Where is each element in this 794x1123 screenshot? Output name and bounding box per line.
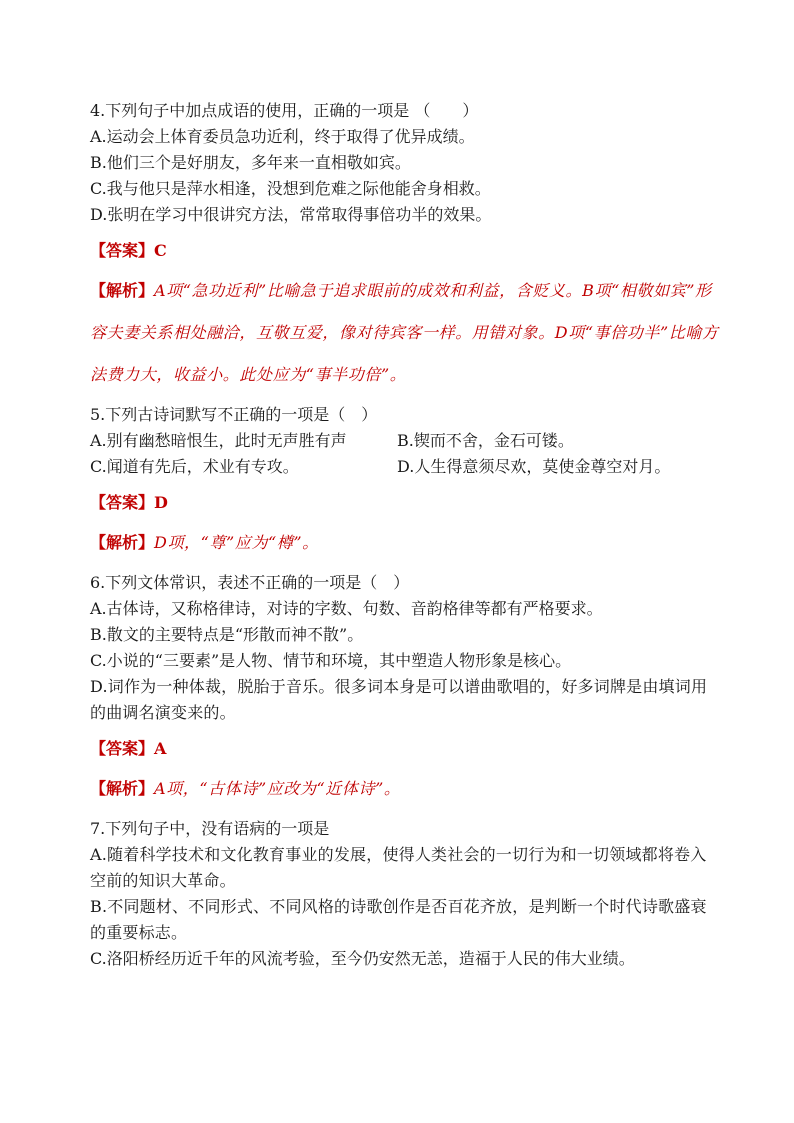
- question-5: [90, 402, 720, 564]
- option-a: A.古体诗，又称格律诗，对诗的字数、句数、音韵格律等都有严格要求。: [90, 599, 603, 618]
- option-b: B.不同题材、不同形式、不同风格的诗歌创作是否百花齐放，是判断一个时代诗歌盛衰的重要标志。: [90, 897, 707, 942]
- option-b: B.锲而不舍，金石可镂。: [397, 431, 574, 450]
- document-page: [90, 98, 720, 972]
- option-a: A.随着科学技术和文化教育事业的发展，使得人类社会的一切行为和一切领域都将卷入空前的知识大革命。: [90, 845, 707, 890]
- option-d: D.人生得意须尽欢，莫使金尊空对月。: [397, 457, 671, 476]
- question-stem: 6.下列文体常识，表述不正确的一项是（ ）: [90, 573, 410, 592]
- analysis-block: [90, 768, 720, 810]
- option-a: A.运动会上体育委员急功近利，终于取得了优异成绩。: [90, 127, 475, 146]
- analysis-label: 【解析】: [90, 281, 155, 300]
- analysis-text: A项，“古体诗”应改为“近体诗”。: [154, 779, 401, 798]
- question-6: [90, 570, 720, 810]
- analysis-text: A项“急功近利”比喻急于追求眼前的成效和利益，含贬义。B项“相敬如宾”形容夫妻关系相处融洽，互敬互爱，像对待宾客一样。用错对象。D项“事倍功半”比喻方法费力大，收益小。此处应为“事半功倍”。: [90, 281, 719, 384]
- question-stem: 4.下列句子中加点成语的使用，正确的一项是 （ ）: [90, 101, 479, 120]
- answer-value: D: [154, 493, 168, 512]
- option-b: B.他们三个是好朋友，多年来一直相敬如宾。: [90, 153, 411, 172]
- answer-line: [90, 238, 720, 264]
- analysis-block: [90, 522, 720, 564]
- question-4: [90, 98, 720, 396]
- answer-value: A: [154, 739, 167, 758]
- answer-label: 【答案】: [90, 739, 155, 758]
- options-row-1: [90, 428, 720, 454]
- option-c: C.小说的“三要素”是人物、情节和环境，其中塑造人物形象是核心。: [90, 651, 572, 670]
- answer-line: [90, 736, 720, 762]
- option-c: C.洛阳桥经历近千年的风流考验，至今仍安然无恙，造福于人民的伟大业绩。: [90, 949, 635, 968]
- question-stem: 5.下列古诗词默写不正确的一项是（ ）: [90, 405, 378, 424]
- question-7: [90, 816, 720, 972]
- option-d: D.词作为一种体裁，脱胎于音乐。很多词本身是可以谱曲歌唱的，好多词牌是由填词用的曲调名演变来的。: [90, 677, 708, 722]
- answer-label: 【答案】: [90, 493, 155, 512]
- option-d: D.张明在学习中很讲究方法，常常取得事倍功半的效果。: [90, 205, 492, 224]
- question-stem: 7.下列句子中，没有语病的一项是: [90, 819, 330, 838]
- answer-label: 【答案】: [90, 241, 155, 260]
- answer-line: [90, 490, 720, 516]
- answer-value: C: [154, 241, 167, 260]
- analysis-label: 【解析】: [90, 779, 155, 798]
- analysis-label: 【解析】: [90, 533, 155, 552]
- option-c: C.我与他只是萍水相逢，没想到危难之际他能舍身相救。: [90, 179, 491, 198]
- analysis-block: [90, 270, 720, 396]
- option-c: C.闻道有先后，术业有专攻。: [90, 457, 299, 476]
- option-a: A.别有幽愁暗恨生，此时无声胜有声: [90, 431, 347, 450]
- options-row-2: [90, 454, 720, 480]
- analysis-text: D项，“尊”应为“樽”。: [154, 533, 319, 552]
- option-b: B.散文的主要特点是“形散而神不散”。: [90, 625, 364, 644]
